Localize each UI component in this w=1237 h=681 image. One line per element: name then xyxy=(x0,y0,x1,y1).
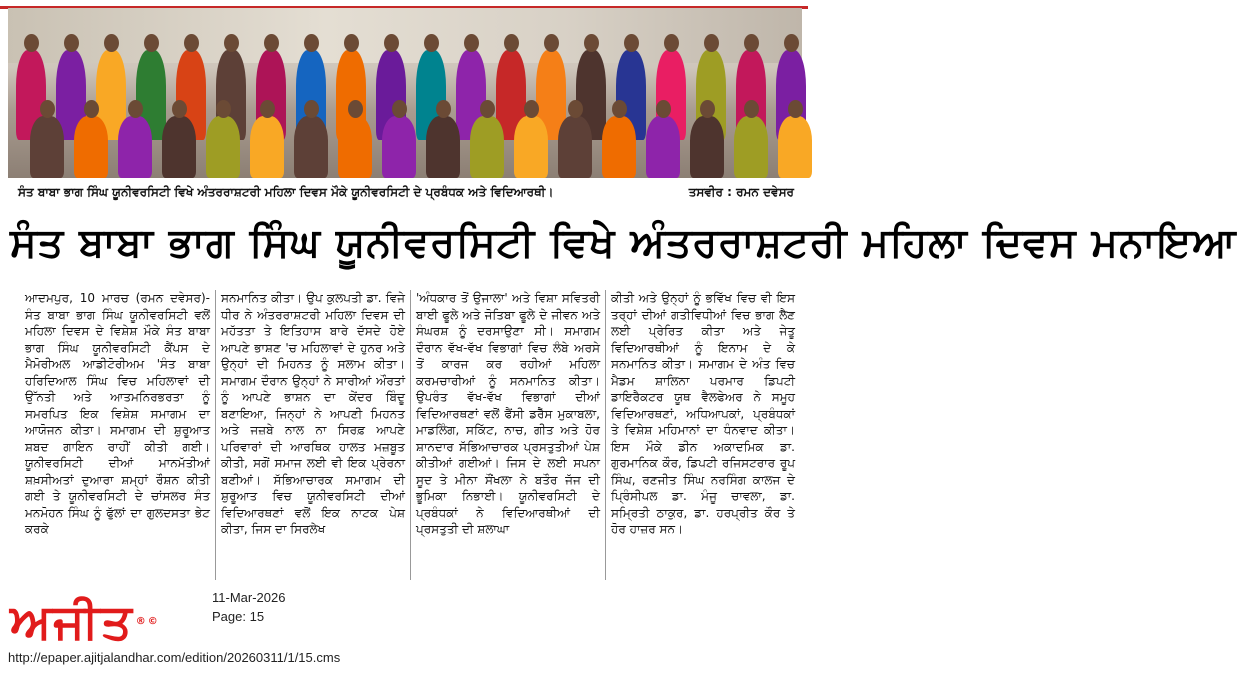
photo-person xyxy=(118,116,152,178)
photo-person-head xyxy=(544,34,559,52)
photo-person-head xyxy=(784,34,799,52)
edition-date: 11-Mar-2026 xyxy=(212,590,286,605)
photo-person-head xyxy=(584,34,599,52)
news-photo xyxy=(8,8,802,178)
photo-person-head xyxy=(524,100,539,118)
photo-person xyxy=(778,116,812,178)
photo-person-head xyxy=(788,100,803,118)
photo-person-head xyxy=(40,100,55,118)
photo-caption: ਸੰਤ ਬਾਬਾ ਭਾਗ ਸਿੰਘ ਯੂਨੀਵਰਸਿਟੀ ਵਿਖੇ ਅੰਤਰਰਾਸ਼ਟਰੀ ਮਹਿਲਾ ਦਿਵਸ ਮੌਕੇ ਯੂਨੀਵਰਸਿਟੀ ਦੇ ਪ੍ਰਬੰਧਕ ਅਤੇ ਵਿਦਿਆਰਥੀ। xyxy=(18,184,554,199)
photo-person xyxy=(338,116,372,178)
edition-page: Page: 15 xyxy=(212,609,265,624)
photo-person-head xyxy=(344,34,359,52)
photo-person-head xyxy=(568,100,583,118)
photo-person-head xyxy=(304,34,319,52)
edition-info xyxy=(212,588,285,626)
photo-person xyxy=(74,116,108,178)
photo-background xyxy=(8,8,802,63)
epaper-url: http://epaper.ajitjalandhar.com/edition/20260311/1/15.cms xyxy=(8,650,341,665)
photo-person xyxy=(690,116,724,178)
photo-person xyxy=(646,116,680,178)
photo-person-head xyxy=(392,100,407,118)
photo-person-head xyxy=(464,34,479,52)
logo-text: ਅਜੀਤ xyxy=(10,594,134,650)
article-column-4: ਕੀਤੀ ਅਤੇ ਉਨ੍ਹਾਂ ਨੂੰ ਭਵਿੱਖ ਵਿਚ ਵੀ ਇਸ ਤਰ੍ਹਾਂ ਦੀਆਂ ਗਤੀਵਿਧੀਆਂ ਵਿਚ ਭਾਗ ਲੈਣ ਲਈ ਪ੍ਰੇਰਿਤ ਕੀਤਾ ਅਤੇ ਜੇਤੂ ਵਿਦਿਆਰਥੀਆਂ ਨੂੰ ਇਨਾਮ ਦੇ ਕੇ ਸਨਮਾਨਿਤ ਕੀਤਾ। ਸਮਾਗਮ ਦੇ ਅੰਤ ਵਿਚ ਮੈਡਮ ਸ਼ਾਲਿਨਾ ਪਰਮਾਰ ਡਿਪਟੀ ਡਾਇਰੈਕਟਰ ਯੂਥ ਵੈਲਫੇਅਰ ਨੇ ਸਮੂਹ ਵਿਦਿਆਰਥਣਾਂ, ਅਧਿਆਪਕਾਂ, ਪ੍ਰਬੰਧਕਾਂ ਤੇ ਵਿਸ਼ੇਸ਼ ਮਹਿਮਾਨਾਂ ਦਾ ਧੰਨਵਾਦ ਕੀਤਾ। ਇਸ ਮੌਕੇ ਡੀਨ ਅਕਾਦਮਿਕ ਡਾ. ਗੁਰਮਾਨਿਕ ਕੌਰ, ਡਿਪਟੀ ਰਜਿਸਟਰਾਰ ਰੂਪ ਸਿੰਘ, ਰਣਜੀਤ ਸਿੰਘ ਨਰਸਿੰਗ ਕਾਲਜ ਦੇ ਪ੍ਰਿੰਸੀਪਲ ਡਾ. ਮੰਜੂ ਚਾਵਲਾ, ਡਾ. ਸਮ੍ਰਿਤੀ ਠਾਕੁਰ, ਡਾ. ਹਰਪ੍ਰੀਤ ਕੌਰ ਤੇ ਹੋਰ ਹਾਜ਼ਰ ਸਨ। xyxy=(605,290,800,580)
headline: ਸੰਤ ਬਾਬਾ ਭਾਗ ਸਿੰਘ ਯੂਨੀਵਰਸਿਟੀ ਵਿਖੇ ਅੰਤਰਰਾਸ਼ਟਰੀ ਮਹਿਲਾ ਦਿਵਸ ਮਨਾਇਆ xyxy=(10,220,1237,266)
photo-person xyxy=(558,116,592,178)
photo-person xyxy=(294,116,328,178)
article-column-2: ਸਨਮਾਨਿਤ ਕੀਤਾ। ਉਪ ਕੁਲਪਤੀ ਡਾ. ਵਿਜੇ ਧੀਰ ਨੇ ਅੰਤਰਰਾਸ਼ਟਰੀ ਮਹਿਲਾ ਦਿਵਸ ਦੀ ਮਹੱਤਤਾ ਤੇ ਇਤਿਹਾਸ ਬਾਰੇ ਦੱਸਦੇ ਹੋਏ ਆਪਣੇ ਭਾਸ਼ਣ 'ਚ ਮਹਿਲਾਵਾਂ ਦੇ ਹੁਨਰ ਅਤੇ ਉਨ੍ਹਾਂ ਦੀ ਮਿਹਨਤ ਨੂੰ ਸਲਾਮ ਕੀਤਾ। ਸਮਾਗਮ ਦੌਰਾਨ ਉਨ੍ਹਾਂ ਨੇ ਸਾਰੀਆਂ ਔਰਤਾਂ ਨੂੰ ਆਪਣੇ ਭਾਸ਼ਨ ਦਾ ਕੇਂਦਰ ਬਿੰਦੂ ਬਣਾਇਆ, ਜਿਨ੍ਹਾਂ ਨੇ ਆਪਣੀ ਮਿਹਨਤ ਅਤੇ ਜਜ਼ਬੇ ਨਾਲ ਨਾ ਸਿਰਫ਼ ਆਪਣੇ ਪਰਿਵਾਰਾਂ ਦੀ ਆਰਥਿਕ ਹਾਲਤ ਮਜ਼ਬੂਤ ਕੀਤੀ, ਸਗੋਂ ਸਮਾਜ ਲਈ ਵੀ ਇਕ ਪ੍ਰੇਰਨਾ ਬਣੀਆਂ। ਸੱਭਿਆਚਾਰਕ ਸਮਾਗਮ ਦੀ ਸ਼ੁਰੂਆਤ ਵਿਚ ਯੂਨੀਵਰਸਿਟੀ ਦੀਆਂ ਵਿਦਿਆਰਥਣਾਂ ਵਲੋਂ ਇਕ ਨਾਟਕ ਪੇਸ਼ ਕੀਤਾ, ਜਿਸ ਦਾ ਸਿਰਲੇਖ xyxy=(215,290,410,580)
photo-person-head xyxy=(24,34,39,52)
photo-person xyxy=(426,116,460,178)
photo-person xyxy=(250,116,284,178)
photo-person-head xyxy=(436,100,451,118)
photo-person-head xyxy=(664,34,679,52)
photo-person-head xyxy=(424,34,439,52)
photo-person-head xyxy=(216,100,231,118)
photo-person-head xyxy=(744,34,759,52)
article-body xyxy=(20,290,802,580)
photo-person xyxy=(162,116,196,178)
photo-person-head xyxy=(128,100,143,118)
photo-person xyxy=(514,116,548,178)
photo-person-head xyxy=(504,34,519,52)
photo-person xyxy=(470,116,504,178)
photo-person-head xyxy=(64,34,79,52)
photo-person-head xyxy=(612,100,627,118)
photo-credit: ਤਸਵੀਰ : ਰਮਨ ਦਵੇਸਰ xyxy=(688,184,794,199)
logo-registered-mark: ®© xyxy=(135,616,160,627)
photo-person-head xyxy=(104,34,119,52)
article-column-3: 'ਅੰਧਕਾਰ ਤੋਂ ਉਜਾਲਾ' ਅਤੇ ਵਿਸ਼ਾ ਸਵਿਤਰੀ ਬਾਈ ਫੂਲੇ ਅਤੇ ਜੋਤਿਬਾ ਫੂਲੇ ਦੇ ਜੀਵਨ ਅਤੇ ਸੰਘਰਸ਼ ਨੂੰ ਦਰਸਾਉਣਾ ਸੀ। ਸਮਾਗਮ ਦੌਰਾਨ ਵੱਖ-ਵੱਖ ਵਿਭਾਗਾਂ ਵਿਚ ਲੰਬੇ ਅਰਸੇ ਤੋਂ ਕਾਰਜ ਕਰ ਰਹੀਆਂ ਮਹਿਲਾ ਕਰਮਚਾਰੀਆਂ ਨੂੰ ਸਨਮਾਨਿਤ ਕੀਤਾ। ਉਪਰੰਤ ਵੱਖ-ਵੱਖ ਵਿਭਾਗਾਂ ਦੀਆਂ ਵਿਦਿਆਰਥਣਾਂ ਵਲੋਂ ਫੈਂਸੀ ਡਰੈੱਸ ਮੁਕਾਬਲਾ, ਮਾਡਲਿੰਗ, ਸਕਿੱਟ, ਨਾਚ, ਗੀਤ ਅਤੇ ਹੋਰ ਸ਼ਾਨਦਾਰ ਸੱਭਿਆਚਾਰਕ ਪ੍ਰਸਤੁਤੀਆਂ ਪੇਸ਼ ਕੀਤੀਆਂ ਗਈਆਂ। ਜਿਸ ਦੇ ਲਈ ਸਪਨਾ ਸੂਦ ਤੇ ਮੀਨਾ ਸੌਂਖਲਾ ਨੇ ਬਤੌਰ ਜੱਜ ਦੀ ਭੂਮਿਕਾ ਨਿਭਾਈ। ਯੂਨੀਵਰਸਿਟੀ ਦੇ ਪ੍ਰਬੰਧਕਾਂ ਨੇ ਵਿਦਿਆਰਥੀਆਂ ਦੀ ਪ੍ਰਸਤੁਤੀ ਦੀ ਸ਼ਲਾਘਾ xyxy=(410,290,605,580)
photo-person xyxy=(734,116,768,178)
photo-person xyxy=(602,116,636,178)
photo-person-head xyxy=(384,34,399,52)
photo-person-head xyxy=(348,100,363,118)
photo-person xyxy=(30,116,64,178)
photo-person-head xyxy=(84,100,99,118)
article-column-1: ਆਦਮਪੁਰ, 10 ਮਾਰਚ (ਰਮਨ ਦਵੇਸਰ)-ਸੰਤ ਬਾਬਾ ਭਾਗ ਸਿੰਘ ਯੂਨੀਵਰਸਿਟੀ ਵਲੋਂ ਮਹਿਲਾ ਦਿਵਸ ਦੇ ਵਿਸ਼ੇਸ਼ ਮੌਕੇ ਸੰਤ ਬਾਬਾ ਭਾਗ ਸਿੰਘ ਯੂਨੀਵਰਸਿਟੀ ਕੈਂਪਸ ਦੇ ਮੈਮੋਰੀਅਲ ਆਡੀਟੋਰੀਅਮ 'ਸੰਤ ਬਾਬਾ ਹਰਿਦਿਆਲ ਸਿੰਘ ਵਿਚ ਮਹਿਲਾਵਾਂ ਦੀ ਉੱਨਤੀ ਅਤੇ ਆਤਮਨਿਰਭਰਤਾ ਨੂੰ ਸਮਰਪਿਤ ਇਕ ਵਿਸ਼ੇਸ਼ ਸਮਾਗਮ ਦਾ ਆਯੋਜਨ ਕੀਤਾ। ਸਮਾਗਮ ਦੀ ਸ਼ੁਰੂਆਤ ਸ਼ਬਦ ਗਾਇਨ ਰਾਹੀਂ ਕੀਤੀ ਗਈ। ਯੂਨੀਵਰਸਿਟੀ ਦੀਆਂ ਮਾਨਮੱਤੀਆਂ ਸ਼ਖ਼ਸੀਅਤਾਂ ਦੁਆਰਾ ਸ਼ਮ੍ਹਾਂ ਰੌਸ਼ਨ ਕੀਤੀ ਗਈ ਤੇ ਯੂਨੀਵਰਸਿਟੀ ਦੇ ਚਾਂਸਲਰ ਸੰਤ ਮਨਮੋਹਨ ਸਿੰਘ ਨੂੰ ਫੁੱਲਾਂ ਦਾ ਗੁਲਦਸਤਾ ਭੇਟ ਕਰਕੇ xyxy=(25,291,210,536)
photo-person xyxy=(206,116,240,178)
photo-person-head xyxy=(700,100,715,118)
photo-person-head xyxy=(144,34,159,52)
photo-person-head xyxy=(744,100,759,118)
photo-person-head xyxy=(304,100,319,118)
photo-person-head xyxy=(264,34,279,52)
photo-person-head xyxy=(704,34,719,52)
photo-caption-bar xyxy=(8,181,802,203)
photo-person xyxy=(382,116,416,178)
photo-person-head xyxy=(260,100,275,118)
photo-person-head xyxy=(224,34,239,52)
photo-person-head xyxy=(184,34,199,52)
ajit-logo xyxy=(10,594,160,650)
photo-person-head xyxy=(480,100,495,118)
photo-person-head xyxy=(624,34,639,52)
photo-person-head xyxy=(172,100,187,118)
photo-person-head xyxy=(656,100,671,118)
